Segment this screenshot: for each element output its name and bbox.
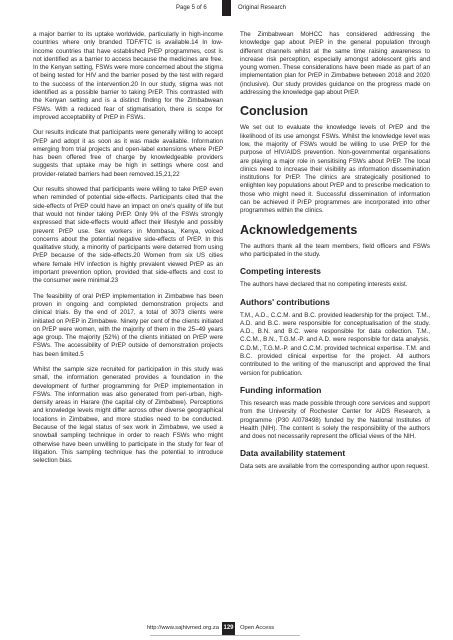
data-availability-heading: Data availability statement [240, 448, 346, 459]
journal-url-link[interactable]: http://www.sajhivmed.org.za [146, 625, 219, 631]
competing-interests-heading: Competing interests [240, 266, 321, 277]
funding-heading: Funding information [240, 384, 322, 395]
acknowledgements-heading: Acknowledgements [240, 222, 358, 237]
paragraph: The feasibility of oral PrEP implementation in Zimbabwe has been proven in ongoing and completed demonstration projects and clinical trials. By the end of 2017, a total of 3073 clients were initiated on PrEP in Zimbabwe. Ninety per cent of the clients initiated on PrEP were women, with the majority of them in the 25–49 years age group. The majority (52%) of the clients initiated on PrEP were FSWs. The accessibility of PrEP outside of demonstration projects has been limited.5 [33, 292, 223, 358]
paragraph: Whilst the sample size recruited for participation in this study was small, the information generated provides a foundation in the development of further programming for PrEP implementation in FSWs. The information was also generated from peri-urban, high-density areas in Harare (the capital city of Zimbabwe). Perceptions and knowledge levels might differ across other diverse geographical locations in Zimbabwe, and more studies need to be conducted. Because of the legal status of sex work in Zimbabwe, we used a snowball sampling technique in order to reach FSWs who might otherwise have been unwilling to participate in the study for fear of litigation. This sampling technique has the potential to introduce selection bias. [33, 365, 223, 465]
open-access-label: Open Access [240, 625, 275, 631]
page-footer [0, 622, 453, 636]
paragraph: Our results showed that participants were willing to take PrEP even when reminded of potential side-effects. Participants cited that the side-effects of PrEP could have an impact on one's quality of life but that would not hinder taking PrEP. Only 9% of the FSWs strongly expressed that side-effects would affect their lifestyle and possibly prevent PrEP use. Sex workers in Mombasa, Kenya, voiced concerns about the potential negative side-effects of PrEP. In this qualitative study, a minority of participants were deterred from using PrEP because of the side-effects.20 Women from six US cities where female HIV infection is highly prevalent viewed PrEP as an important prevention option, provided that side-effects and cost to the consumer were minimal.23 [33, 186, 223, 285]
paragraph: a major barrier to its uptake worldwide, particularly in high-income countries where only branded TDF/FTC is available.14 In low-income countries that have established PrEP programmes, cost is not identified as a barrier to access because the medicines are free. In the Kenyan setting, FSWs were more concerned about the stigma of being tested for HIV and the barrier posed by the test with regard to the success of the intervention.20 In our study, stigma was not identified as a possible barrier to taking PrEP. This contrasted with the Kenyan setting and is a distinct finding for the Zimbabwean FSWs. With a reduced fear of stigmatisation, there is scope for improved acceptability of PrEP in FSWs. [33, 31, 223, 121]
right-column [240, 31, 430, 479]
section-label: Original Research [238, 5, 287, 11]
competing-interests-text: The authors have declared that no competing interests exist. [240, 281, 408, 289]
footer-rule [150, 635, 300, 636]
page-indicator: Page 5 of 6 [176, 5, 207, 11]
acknowledgements-text: The authors thank all the team members, field officers and FSWs who participated in the study. [240, 242, 430, 258]
header-divider-bar [222, 0, 231, 16]
page-number: 129 [222, 622, 235, 635]
paragraph: Our results indicate that participants were generally willing to accept PrEP and adopt it as soon as it was made available. Information emerging from trial projects and open-label extensions where PrEP has been offered free of charge by knowledgeable providers suggests that uptake may be high in settings where cost and provider-related barriers had been removed.15,21,22 [33, 129, 223, 178]
conclusion-heading: Conclusion [240, 104, 309, 119]
page-header [0, 0, 453, 18]
paragraph: The Zimbabwean MoHCC has considered addressing the knowledge gap about PrEP in the general population through different channels whilst at the same time raising awareness to increase risk perception, especially amongst adolescent girls and young women. These considerations have been made as part of an implementation plan for PrEP in Zimbabwe between 2018 and 2020 (inclusive). Our study provides guidance on the progress made on addressing the knowledge gap about PrEP. [240, 31, 430, 97]
authors-contributions-text: T.M., A.D., C.C.M. and B.C. provided leadership for the project. T.M., A.D. and B.C. were responsible for conceptualisation of the study. A.D., B.N. and B.C. were responsible for data collection. T.M., C.C.M., B.N., T.G.M.-P. and A.D. were responsible for data analysis. C.D.M., T.G.M.-P. and C.C.M. provided technical expertise. T.M. and B.C. provided clinical expertise for the project. All authors contributed to the writing of the manuscript and approved the final version for publication. [240, 311, 430, 377]
funding-text: This research was made possible through core services and support from the University of Rochester Center for AIDS Research, a programme (P30 AI078498) funded by the National Institutes of Health (NIH). The content is solely the responsibility of the authors and does not necessarily represent the official views of the NIH. [240, 399, 430, 441]
data-availability-text: Data sets are available from the corresponding author upon request. [240, 463, 430, 471]
conclusion-text: We set out to evaluate the knowledge levels of PrEP and the likelihood of its use amongst FSWs. Whilst the knowledge level was low, the majority of FSWs would be willing to use PrEP for the purpose of HIV/AIDS prevention. Non-governmental organisations are playing a major role in sensitising FSWs about PrEP. The local clinics need to increase their visibility as information dissemination institutions for PrEP. The clinics are strategically positioned to enlighten key populations about PrEP and to prescribe medication to those who might need it. Successful dissemination of information can be achieved if PrEP programmes are incorporated into other programmes within the clinics. [240, 124, 430, 215]
left-column [33, 31, 223, 473]
authors-contributions-heading: Authors' contributions [240, 296, 330, 307]
